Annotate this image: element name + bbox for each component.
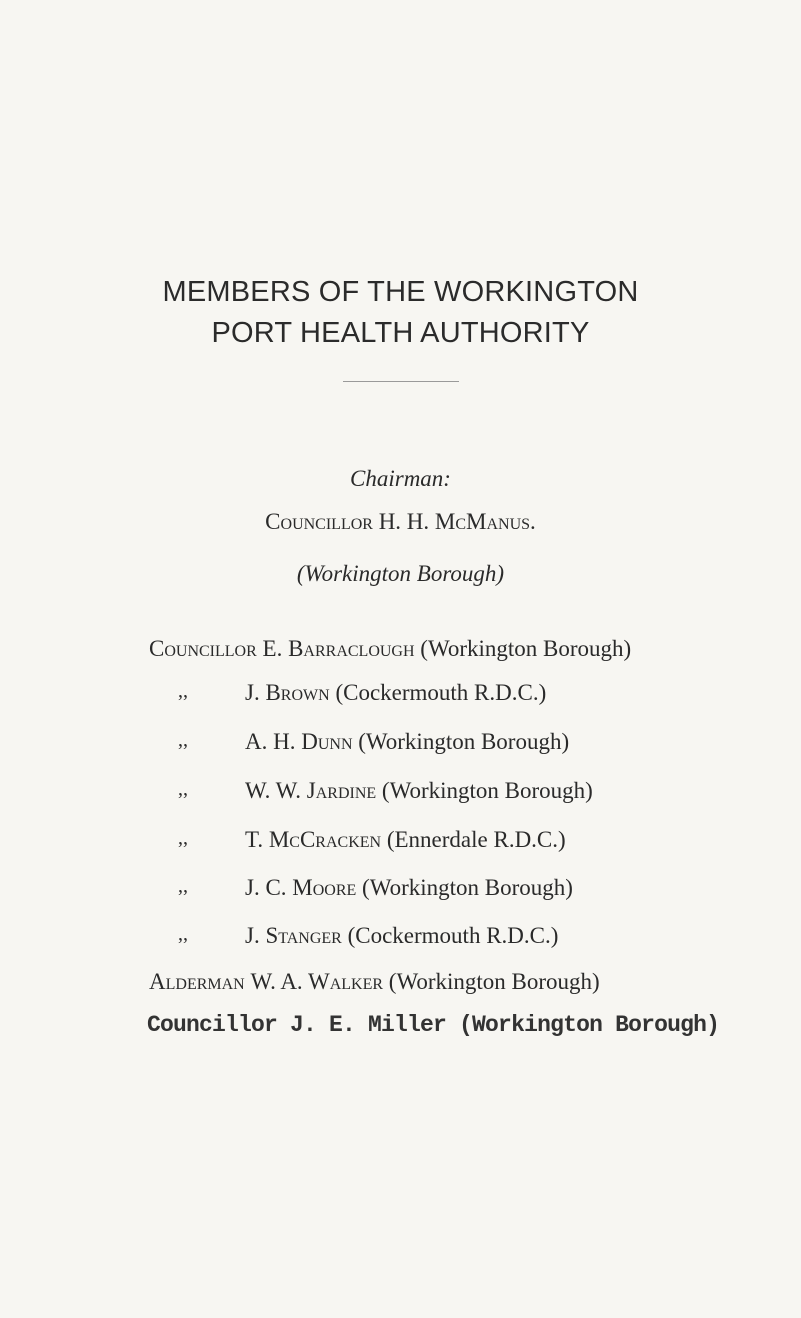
member-area: (Cockermouth R.D.C.) (347, 923, 559, 948)
member-row (245, 827, 566, 853)
member-name: E. Barraclough (262, 636, 415, 661)
member-row (245, 778, 593, 804)
chairman-name: Councillor H. H. McManus. (265, 509, 536, 534)
ditto-mark: ,, (178, 923, 188, 945)
member-title: Councillor (149, 636, 257, 661)
ditto-mark: ,, (178, 778, 188, 800)
member-row (245, 923, 558, 949)
chairman-label: Chairman: (350, 466, 451, 491)
divider-rule (343, 381, 459, 382)
member-name: J. Stanger (245, 923, 342, 948)
ditto-mark: ,, (178, 875, 188, 897)
member-area: (Workington Borough) (388, 969, 600, 994)
member-area: (Workington Borough) (420, 636, 632, 661)
member-area: (Workington Borough) (362, 875, 573, 900)
member-area: (Workington Borough) (358, 729, 570, 754)
member-area: (Cockermouth R.D.C.) (335, 680, 547, 705)
member-row (149, 636, 631, 662)
member-title: Alderman (149, 969, 245, 994)
member-name: J. C. Moore (245, 875, 357, 900)
page-title-line-2: PORT HEALTH AUTHORITY (211, 317, 590, 349)
member-name: J. Brown (245, 680, 330, 705)
member-area: (Ennerdale R.D.C.) (386, 827, 566, 852)
member-area: (Workington Borough) (381, 778, 593, 803)
member-name: A. H. Dunn (245, 729, 353, 754)
member-row (149, 969, 600, 995)
member-row (245, 729, 569, 755)
member-name: W. W. Jardine (245, 778, 377, 803)
ditto-mark: ,, (178, 680, 188, 702)
member-name: W. A. Walker (250, 969, 384, 994)
member-row (245, 680, 546, 706)
ditto-mark: ,, (178, 729, 188, 751)
member-name: T. McCracken (245, 827, 382, 852)
typed-member-row: Councillor J. E. Miller (Workington Borough) (147, 1012, 720, 1038)
page-title-line-1: MEMBERS OF THE WORKINGTON (162, 276, 639, 308)
ditto-mark: ,, (178, 827, 188, 849)
chairman-area: (Workington Borough) (296, 561, 505, 586)
member-row (245, 875, 573, 901)
